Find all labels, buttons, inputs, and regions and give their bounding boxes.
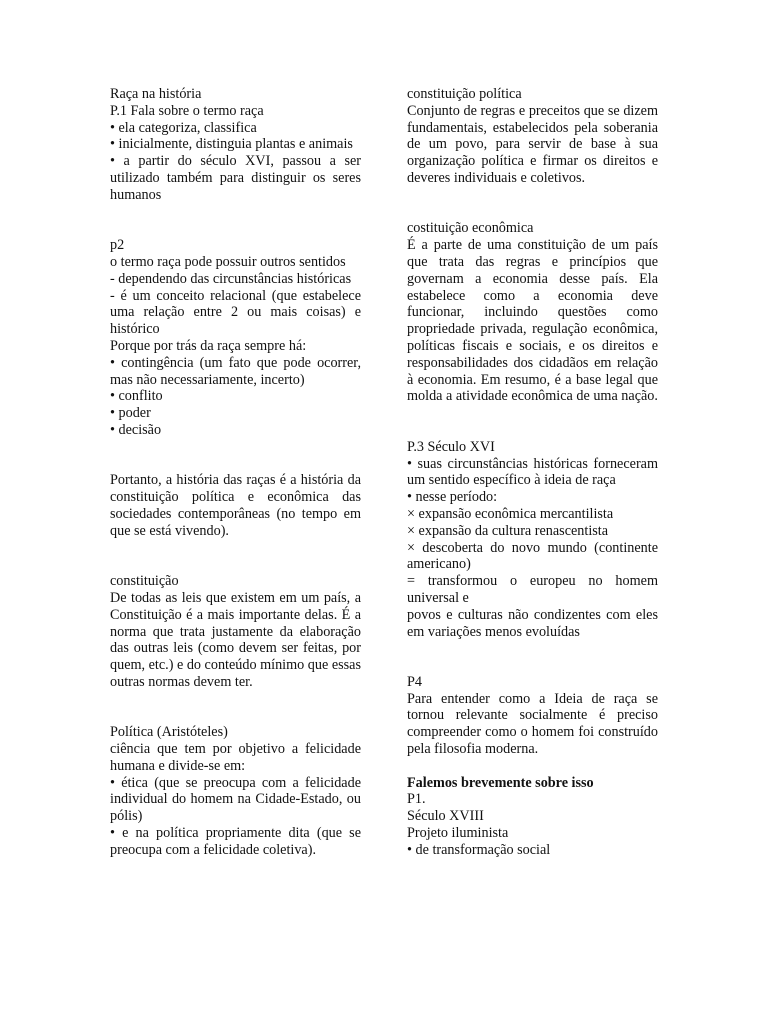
bold-heading: Falemos brevemente sobre isso [407, 774, 594, 791]
paragraph: Para entender como a Ideia de raça se tornou relevante socialmente é preciso compreender como o homem foi construído pela filosofia moderna. [407, 690, 658, 758]
paragraph: Portanto, a história das raças é a história da constituição política e econômica das sociedades contemporâneas (no tempo em que se está vivendo). [110, 472, 361, 539]
paragraph-heading: Política (Aristóteles) [110, 724, 228, 741]
bullet-item: • suas circunstâncias históricas forneceram um sentido específico à ideia de raça [407, 455, 658, 489]
text-line: Projeto iluminista [407, 825, 509, 842]
left-column [110, 86, 361, 859]
paragraph-heading: constituição [110, 573, 179, 590]
list-item: × expansão da cultura renascentista [407, 522, 609, 539]
spacer [407, 758, 658, 775]
section-title: Raça na história [110, 86, 202, 102]
paragraph-heading: constituição política [407, 86, 522, 102]
bullet-item: • poder [110, 405, 151, 422]
bullet-item: • de transformação social [407, 841, 551, 858]
paragraph: É a parte de uma constituição de um país que trata das regras e princípios que governam a economia desse país. Ela estabelece como a economia deve funcionar, incluindo questões como propriedade privada, regulação econômica, políticas fiscais e sociais, e os direitos e responsabilidades dos cidadãos em relação à economia. Em resumo, é a base legal que molda a atividade econômica de uma nação. [407, 237, 658, 405]
spacer [110, 540, 361, 574]
bullet-item: • e na política propriamente dita (que se preocupa com a felicidade coletiva). [110, 825, 361, 858]
paragraph-heading: p2 [110, 237, 125, 254]
spacer [407, 187, 658, 221]
bullet-item: • nesse período: [407, 489, 498, 506]
dash-item: - é um conceito relacional (que estabelece uma relação entre 2 ou mais coisas) e histórico [110, 287, 361, 338]
paragraph: Conjunto de regras e preceitos que se dizem fundamentais, estabelecidos pela soberania de um povo, para servir de base à sua organização política e firmar os direitos e deveres individuais e coletivos. [407, 102, 658, 186]
spacer [407, 640, 658, 674]
text-line: o termo raça pode possuir outros sentidos [110, 253, 346, 270]
list-item: × expansão econômica mercantilista [407, 505, 614, 522]
bullet-item: • inicialmente, distinguia plantas e animais [110, 136, 353, 153]
spacer [110, 439, 361, 473]
spacer [407, 405, 658, 439]
paragraph: De todas as leis que existem em um país, a Constituição é a mais importante delas. É a norma que trata justamente da elaboração das outras leis (como devem ser feitas, por quem, etc.) e do conteúdo mínimo que essas outras normas devem ter. [110, 589, 361, 690]
bullet-item: • contingência (um fato que pode ocorrer, mas não necessariamente, incerto) [110, 354, 361, 388]
text-line: = transformou o europeu no homem universal e [407, 573, 658, 606]
bullet-item: • ela categoriza, classifica [110, 119, 257, 136]
text-line: Porque por trás da raça sempre há: [110, 337, 307, 354]
text-line: P1. [407, 791, 426, 808]
bullet-item: • decisão [110, 421, 162, 438]
paragraph-heading: P.3 Século XVI [407, 438, 495, 455]
right-column [407, 86, 658, 859]
spacer [110, 691, 361, 725]
text-line: Século XVIII [407, 808, 484, 825]
paragraph-heading: P4 [407, 673, 422, 690]
bullet-item: • a partir do século XVI, passou a ser utilizado também para distinguir os seres humanos [110, 153, 361, 203]
paragraph-heading: costituição econômica [407, 220, 534, 237]
bullet-item: • ética (que se preocupa com a felicidade individual do homem na Cidade-Estado, ou pólis) [110, 774, 361, 825]
bullet-item: • conflito [110, 388, 163, 405]
list-item: × descoberta do novo mundo (continente americano) [407, 539, 658, 573]
spacer [110, 204, 361, 238]
text-line: povos e culturas não condizentes com eles em variações menos evoluídas [407, 606, 658, 640]
text-line: ciência que tem por objetivo a felicidade humana e divide-se em: [110, 741, 361, 774]
paragraph-heading: P.1 Fala sobre o termo raça [110, 102, 264, 119]
dash-item: - dependendo das circunstâncias históricas [110, 270, 352, 287]
